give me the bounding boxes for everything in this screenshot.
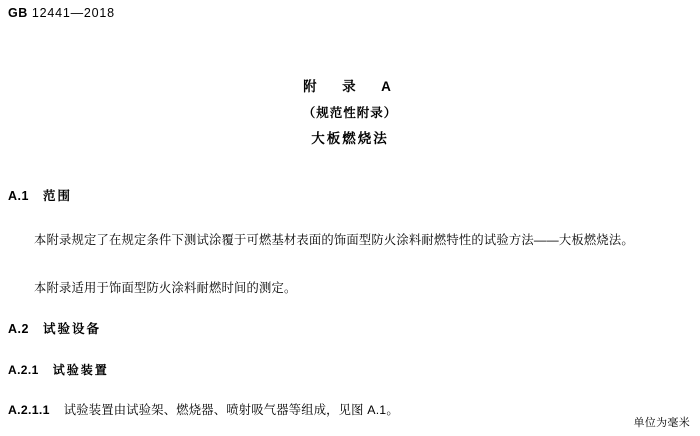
clause-number-a211: A.2.1.1 <box>8 403 50 417</box>
section-title-a1: 范围 <box>42 189 72 203</box>
section-heading-a1 <box>8 186 72 204</box>
paragraph-a1-1: 本附录规定了在规定条件下测试涂覆于可燃基材表面的饰面型防火涂料耐燃特性的试验方法——大板燃烧法。 <box>34 233 634 247</box>
annex-title: 附 录 A <box>303 79 397 94</box>
clause-a211 <box>8 398 399 422</box>
unit-note: 单位为毫米 <box>633 417 690 429</box>
section-heading-a2 <box>8 319 101 337</box>
annex-subtitle: （规范性附录） <box>302 106 398 120</box>
page-header <box>8 6 115 20</box>
subsection-title-a21: 试验装置 <box>52 363 109 377</box>
annex-heading-block <box>0 74 700 152</box>
section-title-a2: 试验设备 <box>42 322 101 336</box>
paragraph-a1-2: 本附录适用于饰面型防火涂料耐燃时间的测定。 <box>34 281 297 295</box>
annex-name: 大板燃烧法 <box>311 131 389 146</box>
subsection-heading-a21 <box>8 361 109 378</box>
section-number-a2: A.2 <box>8 322 29 336</box>
standard-number: 12441—2018 <box>31 6 115 20</box>
standard-code: GB <box>8 6 28 20</box>
subsection-number-a21: A.2.1 <box>8 363 39 377</box>
clause-text-a211: 试验装置由试验架、燃烧器、喷射吸气器等组成，见图 A.1。 <box>63 403 399 417</box>
section-number-a1: A.1 <box>8 189 29 203</box>
